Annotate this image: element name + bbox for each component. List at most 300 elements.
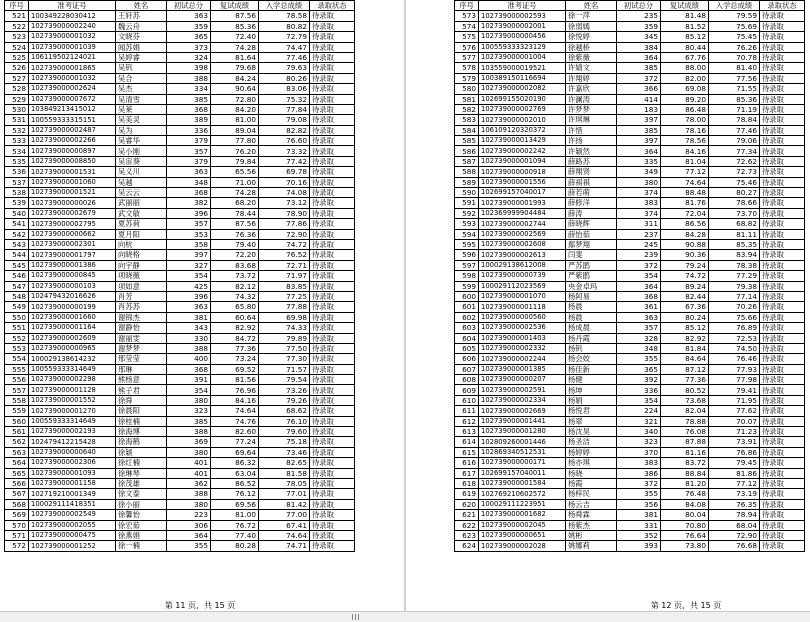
table-row (455, 406, 805, 416)
retest-score-cell: 87.12 (661, 364, 709, 374)
retest-score-cell: 72.04 (661, 208, 709, 218)
row-index-cell: 551 (5, 323, 29, 333)
retest-score-cell: 77.36 (211, 343, 259, 353)
initial-score-cell: 361 (617, 302, 661, 312)
exam-number-cell: 102739000001070 (479, 291, 566, 301)
student-name-cell: 杨成晨 (566, 323, 617, 333)
table-row (5, 11, 355, 21)
initial-score-cell: 352 (617, 530, 661, 540)
admission-status-cell: 待录取 (760, 333, 805, 343)
admission-status-cell: 待录取 (760, 302, 805, 312)
table-row (455, 395, 805, 405)
retest-score-cell: 83.72 (661, 458, 709, 468)
row-index-cell: 619 (455, 489, 479, 499)
total-score-cell: 85.35 (709, 239, 760, 249)
document-page-11 (0, 0, 404, 611)
exam-number-cell: 102739000001584 (479, 478, 566, 488)
initial-score-cell: 354 (617, 271, 661, 281)
initial-score-cell: 364 (617, 146, 661, 156)
table-row (455, 260, 805, 270)
row-index-cell: 599 (455, 281, 479, 291)
row-index-cell: 612 (455, 416, 479, 426)
initial-score-cell: 349 (617, 167, 661, 177)
header-initial-score: 初试总分 (167, 1, 211, 11)
table-row (5, 458, 355, 468)
exam-number-cell: 102739000000171 (479, 458, 566, 468)
retest-score-cell: 90.88 (661, 239, 709, 249)
scrollbar-grip-icon[interactable] (349, 614, 361, 620)
total-score-cell: 72.90 (709, 530, 760, 540)
exam-number-cell: 102739000002244 (479, 354, 566, 364)
total-score-cell: 77.84 (259, 104, 310, 114)
student-name-cell: 王轩苏 (116, 11, 167, 21)
table-row (5, 73, 355, 83)
retest-score-cell: 73.72 (211, 271, 259, 281)
total-score-cell: 83.06 (259, 84, 310, 94)
admission-status-cell: 待录取 (310, 229, 355, 239)
total-score-cell: 72.73 (709, 167, 760, 177)
table-row (455, 21, 805, 31)
total-score-cell: 68.62 (259, 406, 310, 416)
total-score-cell: 76.52 (259, 250, 310, 260)
admission-status-cell: 待录取 (310, 260, 355, 270)
student-name-cell: 肖苏苏 (116, 302, 167, 312)
total-score-cell: 75.66 (709, 312, 760, 322)
retest-score-cell: 86.48 (661, 104, 709, 114)
table-row (455, 437, 805, 447)
admission-table-right (454, 0, 805, 552)
initial-score-cell: 224 (617, 406, 661, 416)
horizontal-scrollbar[interactable] (0, 611, 810, 622)
initial-score-cell: 355 (617, 354, 661, 364)
admission-status-cell: 待录取 (760, 156, 805, 166)
student-name-cell: 项晓薇 (116, 271, 167, 281)
student-name-cell: 杨佳新 (566, 364, 617, 374)
row-index-cell: 622 (455, 520, 479, 530)
total-score-cell: 70.16 (259, 177, 310, 187)
table-row (455, 343, 805, 353)
admission-status-cell: 待录取 (310, 447, 355, 457)
total-score-cell: 79.08 (259, 115, 310, 125)
table-row (5, 302, 355, 312)
table-row (5, 136, 355, 146)
header-total-score: 入学总成绩 (709, 1, 760, 11)
retest-score-cell: 82.92 (661, 333, 709, 343)
exam-number-cell: 100029138612008 (479, 260, 566, 270)
row-index-cell: 559 (5, 406, 29, 416)
table-row (5, 156, 355, 166)
row-index-cell: 611 (455, 406, 479, 416)
admission-status-cell: 待录取 (310, 104, 355, 114)
initial-score-cell: 369 (167, 437, 211, 447)
student-name-cell: 徐晨阳 (116, 406, 167, 416)
initial-score-cell: 385 (617, 63, 661, 73)
total-score-cell: 78.84 (709, 115, 760, 125)
retest-score-cell: 70.80 (661, 520, 709, 530)
admission-status-cell: 待录取 (310, 73, 355, 83)
total-score-cell: 71.57 (259, 364, 310, 374)
exam-number-cell: 102739000001032 (29, 32, 116, 42)
row-index-cell: 545 (5, 260, 29, 270)
total-score-cell: 79.89 (259, 333, 310, 343)
total-score-cell: 78.05 (259, 478, 310, 488)
initial-score-cell: 370 (617, 447, 661, 457)
header-status: 录取状态 (310, 1, 355, 11)
row-index-cell: 605 (455, 343, 479, 353)
table-row (455, 291, 805, 301)
student-name-cell: 姚娜莉 (566, 541, 617, 551)
retest-score-cell: 84.16 (211, 395, 259, 405)
retest-score-cell: 69.56 (211, 499, 259, 509)
exam-number-cell: 102769210602572 (479, 489, 566, 499)
admission-status-cell: 待录取 (310, 478, 355, 488)
initial-score-cell: 380 (167, 447, 211, 457)
initial-score-cell: 348 (617, 343, 661, 353)
total-score-cell: 70.78 (709, 52, 760, 62)
student-name-cell: 杨沈昊 (566, 427, 617, 437)
exam-number-cell: 102739000002487 (29, 125, 116, 135)
table-row (455, 11, 805, 21)
document-page-12 (406, 0, 810, 611)
retest-score-cell: 72.40 (211, 32, 259, 42)
admission-status-cell: 待录取 (310, 395, 355, 405)
exam-number-cell: 102739000001521 (29, 188, 116, 198)
retest-score-cell: 69.52 (211, 364, 259, 374)
header-exam-number: 准考证号 (29, 1, 116, 11)
initial-score-cell: 354 (617, 395, 661, 405)
exam-number-cell: 102739000001004 (479, 52, 566, 62)
admission-status-cell: 待录取 (310, 364, 355, 374)
initial-score-cell: 363 (167, 11, 211, 21)
row-index-cell: 613 (455, 427, 479, 437)
table-row (455, 84, 805, 94)
exam-number-cell: 102739000001039 (29, 42, 116, 52)
initial-score-cell: 311 (617, 219, 661, 229)
total-score-cell: 77.01 (259, 489, 310, 499)
initial-score-cell: 327 (167, 260, 211, 270)
initial-score-cell: 355 (167, 541, 211, 551)
student-name-cell: 杨娟 (566, 395, 617, 405)
total-score-cell: 78.38 (709, 260, 760, 270)
student-name-cell: 徐一萍 (566, 11, 617, 21)
initial-score-cell: 358 (167, 239, 211, 249)
exam-number-cell: 102739000002306 (29, 458, 116, 468)
student-name-cell: 杨梓民 (566, 489, 617, 499)
initial-score-cell: 356 (617, 499, 661, 509)
exam-number-cell: 102739000001993 (479, 198, 566, 208)
retest-score-cell: 79.84 (211, 156, 259, 166)
table-row (455, 478, 805, 488)
total-score-cell: 75.45 (709, 32, 760, 42)
exam-number-cell: 102739000001797 (29, 250, 116, 260)
admission-status-cell: 待录取 (760, 447, 805, 457)
total-score-cell: 74.47 (259, 42, 310, 52)
table-row (455, 52, 805, 62)
retest-score-cell: 74.32 (211, 291, 259, 301)
retest-score-cell: 81.56 (211, 375, 259, 385)
retest-score-cell: 76.72 (211, 520, 259, 530)
admission-status-cell: 待录取 (310, 499, 355, 509)
table-row (455, 42, 805, 52)
total-score-cell: 79.45 (709, 458, 760, 468)
total-score-cell: 73.26 (259, 385, 310, 395)
student-name-cell: 薛怡茹 (566, 229, 617, 239)
total-score-cell: 70.07 (709, 416, 760, 426)
table-row (5, 229, 355, 239)
total-score-cell: 77.98 (709, 375, 760, 385)
retest-score-cell: 78.44 (211, 208, 259, 218)
table-row (5, 52, 355, 62)
header-retest-score: 复试成绩 (211, 1, 259, 11)
exam-number-cell: 102739000001441 (479, 416, 566, 426)
student-name-cell: 徐弱嫣 (566, 21, 617, 31)
retest-score-cell: 80.52 (661, 385, 709, 395)
retest-score-cell: 80.44 (661, 42, 709, 52)
table-row (455, 177, 805, 187)
student-name-cell: 谢锦杰 (116, 312, 167, 322)
admission-status-cell: 待录取 (760, 541, 805, 551)
retest-score-cell: 72.80 (211, 94, 259, 104)
table-row (5, 437, 355, 447)
table-row (455, 167, 805, 177)
row-index-cell: 610 (455, 395, 479, 405)
admission-status-cell: 待录取 (310, 427, 355, 437)
student-name-cell: 杨霞 (566, 478, 617, 488)
student-name-cell: 杨健 (566, 375, 617, 385)
row-index-cell: 601 (455, 302, 479, 312)
total-score-cell: 80.27 (709, 188, 760, 198)
student-name-cell: 徐宏茹 (116, 520, 167, 530)
exam-number-cell: 102739000002028 (479, 541, 566, 551)
student-name-cell: 许琪琳 (566, 115, 617, 125)
table-row (5, 167, 355, 177)
admission-status-cell: 待录取 (310, 167, 355, 177)
total-score-cell: 76.26 (709, 42, 760, 52)
row-index-cell: 547 (5, 281, 29, 291)
total-score-cell: 71.97 (259, 271, 310, 281)
admission-status-cell: 待录取 (310, 32, 355, 42)
student-name-cell: 武文敏 (116, 208, 167, 218)
student-name-cell: 魏云舟 (116, 21, 167, 31)
total-score-cell: 80.82 (259, 21, 310, 31)
student-name-cell: 吴合 (116, 73, 167, 83)
row-index-cell: 524 (5, 42, 29, 52)
exam-number-cell: 102739000001093 (29, 468, 116, 478)
student-name-cell: 许婧文 (566, 63, 617, 73)
retest-score-cell: 84.28 (661, 229, 709, 239)
exam-number-cell: 100559333314649 (29, 416, 116, 426)
retest-score-cell: 81.04 (661, 156, 709, 166)
table-row (5, 416, 355, 426)
student-name-cell: 杨亦琪 (566, 458, 617, 468)
student-name-cell: 吴睿华 (116, 136, 167, 146)
student-name-cell: 吴为 (116, 125, 167, 135)
table-row (455, 458, 805, 468)
initial-score-cell: 354 (167, 385, 211, 395)
initial-score-cell: 379 (167, 136, 211, 146)
exam-number-cell: 100029111223951 (479, 499, 566, 509)
header-name: 姓名 (116, 1, 167, 11)
retest-score-cell: 60.64 (211, 312, 259, 322)
admission-status-cell: 待录取 (760, 312, 805, 322)
initial-score-cell: 384 (617, 42, 661, 52)
row-index-cell: 602 (455, 312, 479, 322)
admission-status-cell: 待录取 (760, 219, 805, 229)
initial-score-cell: 223 (167, 510, 211, 520)
admission-status-cell: 待录取 (310, 510, 355, 520)
header-status: 录取状态 (760, 1, 805, 11)
row-index-cell: 544 (5, 250, 29, 260)
student-name-cell: 吴清雪 (116, 94, 167, 104)
row-index-cell: 588 (455, 167, 479, 177)
table-row (455, 229, 805, 239)
admission-status-cell: 待录取 (310, 11, 355, 21)
admission-status-cell: 待录取 (760, 21, 805, 31)
table-row (455, 198, 805, 208)
table-row (455, 468, 805, 478)
student-name-cell: 杨阿易 (566, 291, 617, 301)
retest-score-cell: 81.64 (211, 52, 259, 62)
total-score-cell: 77.62 (709, 406, 760, 416)
initial-score-cell: 372 (617, 478, 661, 488)
row-index-cell: 577 (455, 52, 479, 62)
admission-status-cell: 待录取 (760, 94, 805, 104)
row-index-cell: 566 (5, 478, 29, 488)
admission-status-cell: 待录取 (310, 219, 355, 229)
admission-status-cell: 待录取 (760, 125, 805, 135)
table-row (5, 104, 355, 114)
table-row (5, 125, 355, 135)
exam-number-cell: 103849213415012 (29, 104, 116, 114)
admission-status-cell: 待录取 (310, 375, 355, 385)
admission-status-cell: 待录取 (760, 42, 805, 52)
row-index-cell: 521 (5, 11, 29, 21)
retest-score-cell: 89.24 (661, 281, 709, 291)
student-name-cell: 武丽丽 (116, 198, 167, 208)
student-name-cell: 徐越桥 (566, 42, 617, 52)
student-name-cell: 吴莱 (116, 104, 167, 114)
initial-score-cell: 380 (617, 177, 661, 187)
exam-number-cell: 102739000002613 (479, 250, 566, 260)
retest-score-cell: 69.64 (211, 447, 259, 457)
retest-score-cell: 86.32 (211, 458, 259, 468)
student-name-cell: 向晓格 (116, 250, 167, 260)
initial-score-cell: 388 (167, 489, 211, 499)
row-index-cell: 550 (5, 312, 29, 322)
total-score-cell: 70.26 (709, 302, 760, 312)
total-score-cell: 74.71 (259, 541, 310, 551)
initial-score-cell: 336 (167, 125, 211, 135)
table-row (455, 375, 805, 385)
retest-score-cell: 73.24 (211, 354, 259, 364)
total-score-cell: 73.19 (709, 489, 760, 499)
retest-score-cell: 81.16 (661, 447, 709, 457)
page-footer: 第 12 页，共 15 页 (650, 601, 722, 610)
row-index-cell: 587 (455, 156, 479, 166)
row-index-cell: 593 (455, 219, 479, 229)
admission-status-cell: 待录取 (760, 343, 805, 353)
student-name-cell: 杨紫杰 (566, 520, 617, 530)
total-score-cell: 68.04 (709, 520, 760, 530)
student-name-cell: 严苏鹃 (566, 260, 617, 270)
total-score-cell: 78.94 (709, 510, 760, 520)
retest-score-cell: 84.20 (211, 104, 259, 114)
table-row (5, 239, 355, 249)
student-name-cell: 薛涛 (566, 208, 617, 218)
total-score-cell: 74.08 (259, 188, 310, 198)
admission-status-cell: 待录取 (310, 541, 355, 551)
row-index-cell: 537 (5, 177, 29, 187)
admission-status-cell: 待录取 (760, 385, 805, 395)
initial-score-cell: 357 (167, 146, 211, 156)
initial-score-cell: 237 (617, 229, 661, 239)
retest-score-cell: 82.92 (211, 323, 259, 333)
table-row (455, 489, 805, 499)
exam-number-cell: 102739000001128 (29, 385, 116, 395)
row-index-cell: 600 (455, 291, 479, 301)
exam-number-cell: 100029112023569 (479, 281, 566, 291)
admission-status-cell: 待录取 (310, 520, 355, 530)
student-name-cell: 杨钒 (566, 343, 617, 353)
retest-score-cell: 89.20 (661, 94, 709, 104)
initial-score-cell: 324 (167, 52, 211, 62)
row-index-cell: 541 (5, 219, 29, 229)
table-row (455, 32, 805, 42)
admission-status-cell: 待录取 (760, 63, 805, 73)
row-index-cell: 522 (5, 21, 29, 31)
admission-status-cell: 待录取 (310, 333, 355, 343)
exam-number-cell: 102739000002549 (29, 510, 116, 520)
initial-score-cell: 364 (617, 281, 661, 291)
exam-number-cell: 102739000002569 (479, 229, 566, 239)
header-index: 序号 (5, 1, 29, 11)
row-index-cell: 535 (5, 156, 29, 166)
table-row (5, 427, 355, 437)
initial-score-cell: 245 (617, 239, 661, 249)
student-name-cell: 徐文泰 (116, 489, 167, 499)
row-index-cell: 597 (455, 260, 479, 270)
initial-score-cell: 359 (167, 21, 211, 31)
total-score-cell: 73.32 (259, 146, 310, 156)
exam-number-cell: 102739000001531 (29, 167, 116, 177)
student-name-cell: 许梦梦 (566, 104, 617, 114)
total-score-cell: 82.82 (259, 125, 310, 135)
exam-number-cell: 102739000001865 (29, 63, 116, 73)
exam-number-cell: 102739000002795 (29, 219, 116, 229)
retest-score-cell: 74.64 (211, 406, 259, 416)
exam-number-cell: 102699157040011 (479, 468, 566, 478)
student-name-cell: 邢琳 (116, 364, 167, 374)
table-row (455, 302, 805, 312)
table-row (5, 198, 355, 208)
row-index-cell: 620 (455, 499, 479, 509)
exam-number-cell: 102699155020190 (479, 94, 566, 104)
total-score-cell: 81.42 (259, 499, 310, 509)
table-row (5, 385, 355, 395)
exam-number-cell: 102739000001660 (29, 312, 116, 322)
exam-number-cell: 102809260001446 (479, 437, 566, 447)
row-index-cell: 527 (5, 73, 29, 83)
row-index-cell: 598 (455, 271, 479, 281)
retest-score-cell: 78.16 (661, 125, 709, 135)
admission-status-cell: 待录取 (760, 73, 805, 83)
student-name-cell: 严紫鹃 (566, 271, 617, 281)
exam-number-cell: 102479412215428 (29, 437, 116, 447)
exam-number-cell: 102739000000026 (29, 198, 116, 208)
admission-status-cell: 待录取 (310, 406, 355, 416)
retest-score-cell: 78.88 (661, 416, 709, 426)
row-index-cell: 573 (455, 11, 479, 21)
